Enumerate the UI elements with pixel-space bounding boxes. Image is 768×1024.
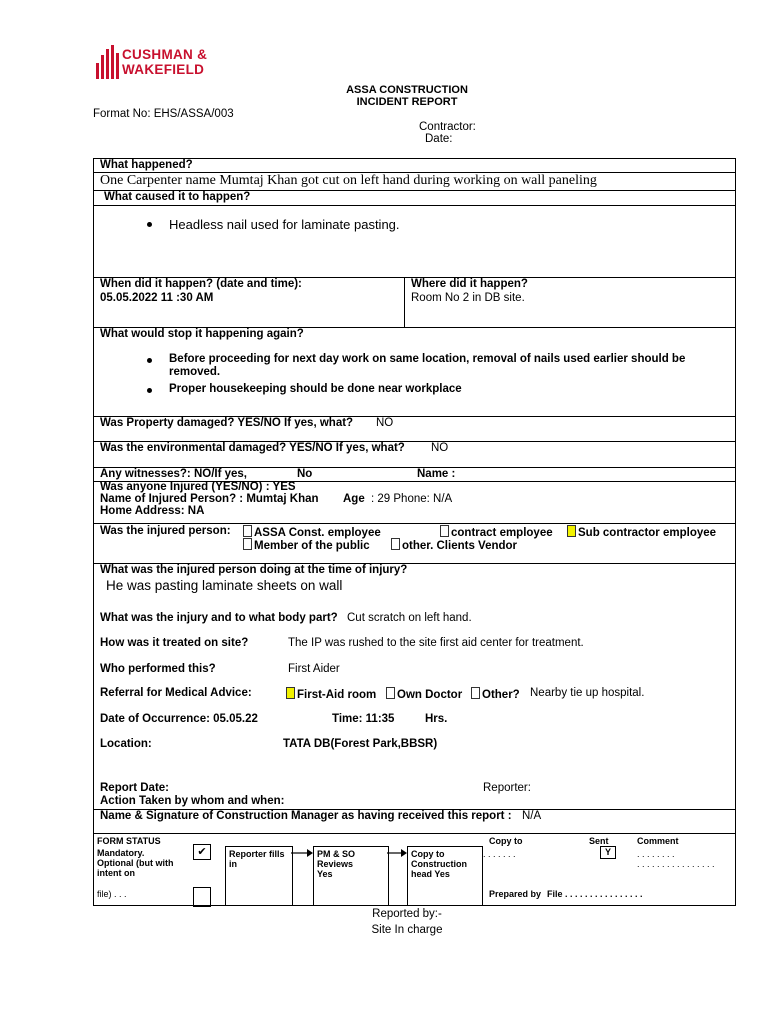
injured-label: Was anyone Injured (YES/NO) : YES bbox=[100, 481, 296, 493]
date-label: Date: bbox=[425, 133, 453, 145]
injured-person-label: Was the injured person: bbox=[100, 525, 231, 537]
check-icon: ✔ bbox=[197, 846, 207, 858]
when-label: When did it happen? (date and time): bbox=[100, 278, 302, 290]
date-occurrence-label: Date of Occurrence: 05.05.22 bbox=[100, 713, 258, 725]
company-logo bbox=[96, 45, 226, 81]
performed-label: Who performed this? bbox=[100, 663, 216, 675]
performed-value: First Aider bbox=[288, 663, 340, 675]
logo-line1: CUSHMAN & bbox=[122, 47, 208, 62]
format-number: Format No: EHS/ASSA/003 bbox=[93, 108, 234, 120]
ref-other-value: Nearby tie up hospital. bbox=[530, 687, 645, 699]
comment-dots-1: . . . . . . . . bbox=[637, 849, 675, 859]
logo-bars-icon bbox=[96, 45, 120, 79]
mandatory-checkbox[interactable] bbox=[193, 844, 211, 860]
property-damaged-label: Was Property damaged? YES/NO If yes, what? bbox=[100, 417, 354, 429]
injury-label: What was the injury and to what body part? bbox=[100, 612, 338, 624]
witness-label: Any witnesses?: NO/If yes, bbox=[100, 468, 247, 480]
location-label: Location: bbox=[100, 738, 152, 750]
pm-so-review-box: PM & SO Reviews Yes bbox=[313, 846, 389, 905]
opt-contract-employee[interactable]: contract employee bbox=[440, 525, 553, 539]
doing-label: What was the injured person doing at the time of injury? bbox=[100, 564, 408, 576]
opt-assa-employee[interactable]: ASSA Const. employee bbox=[243, 525, 381, 539]
checkbox-icon bbox=[243, 538, 252, 550]
stop-label: What would stop it happening again? bbox=[100, 328, 304, 340]
what-happened-label: What happened? bbox=[100, 159, 193, 171]
copy-to-head-box: Copy to Construction head Yes bbox=[407, 846, 483, 905]
report-date-label: Report Date: bbox=[100, 782, 170, 794]
checkbox-icon bbox=[567, 525, 576, 537]
checkbox-icon bbox=[243, 525, 252, 537]
site-in-charge-label: Site In charge bbox=[371, 924, 443, 936]
prepared-by-label: Prepared by bbox=[489, 889, 542, 899]
reported-by-label: Reported by:- bbox=[372, 908, 442, 920]
opt-sub-contractor-employee[interactable]: Sub contractor employee bbox=[567, 525, 716, 539]
home-address-label: Home Address: NA bbox=[100, 505, 205, 517]
what-happened-value: One Carpenter name Mumtaj Khan got cut on left hand during working on wall paneling bbox=[100, 173, 597, 188]
comment-label: Comment bbox=[637, 836, 679, 846]
arrow-right-icon bbox=[291, 848, 313, 858]
checkbox-icon bbox=[286, 687, 295, 699]
file-label: file) . . . bbox=[97, 889, 127, 899]
ref-first-aid-room[interactable]: First-Aid room bbox=[286, 687, 376, 701]
treated-value: The IP was rushed to the site first aid center for treatment. bbox=[288, 637, 584, 649]
stop-item-1: Before proceeding for next day work on same location, removal of nails used earlier should be removed. bbox=[169, 353, 709, 379]
reporter-label: Reporter: bbox=[483, 782, 531, 794]
action-label: Action Taken by whom and when: bbox=[100, 795, 285, 807]
ref-other[interactable]: Other? bbox=[471, 687, 520, 701]
when-value: 05.05.2022 11 :30 AM bbox=[100, 292, 214, 304]
injury-value: Cut scratch on left hand. bbox=[347, 612, 472, 624]
ref-own-doctor[interactable]: Own Doctor bbox=[386, 687, 462, 701]
doing-value: He was pasting laminate sheets on wall bbox=[106, 578, 343, 593]
incident-form bbox=[93, 158, 736, 906]
what-caused-value: Headless nail used for laminate pasting. bbox=[169, 217, 400, 232]
report-title-line2: INCIDENT REPORT bbox=[356, 96, 458, 108]
reporter-fills-box: Reporter fills in bbox=[225, 846, 293, 905]
what-caused-label: What caused it to happen? bbox=[104, 191, 251, 203]
checkbox-icon bbox=[471, 687, 480, 699]
property-damaged-value: NO bbox=[376, 417, 394, 429]
age-value: : 29 Phone: N/A bbox=[371, 493, 453, 505]
injured-name-label: Name of Injured Person? : Mumtaj Khan bbox=[100, 493, 319, 505]
arrow-right-icon bbox=[387, 848, 407, 858]
copy-to-dots: . . . . . . . bbox=[483, 849, 516, 859]
location-value: TATA DB(Forest Park,BBSR) bbox=[283, 738, 438, 750]
signature-label: Name & Signature of Construction Manager as having received this report : bbox=[100, 810, 512, 822]
logo-line2: WAKEFIELD bbox=[122, 62, 205, 77]
report-title-line1: ASSA CONSTRUCTION bbox=[346, 84, 468, 96]
contractor-label: Contractor: bbox=[419, 121, 476, 133]
stop-item-2: Proper housekeeping should be done near workplace bbox=[169, 383, 462, 395]
time-label: Time: 11:35 bbox=[332, 713, 395, 725]
environment-damaged-value: NO bbox=[431, 442, 449, 454]
sent-label: Sent bbox=[589, 836, 609, 846]
mandatory-label: Mandatory. bbox=[97, 848, 145, 858]
witness-value: No bbox=[297, 468, 313, 480]
opt-other[interactable]: other. Clients Vendor bbox=[391, 538, 517, 552]
hrs-label: Hrs. bbox=[425, 713, 448, 725]
where-label: Where did it happen? bbox=[411, 278, 528, 290]
treated-label: How was it treated on site? bbox=[100, 637, 249, 649]
opt-member-public[interactable]: Member of the public bbox=[243, 538, 370, 552]
optional-checkbox[interactable] bbox=[193, 887, 211, 907]
checkbox-icon bbox=[386, 687, 395, 699]
environment-damaged-label: Was the environmental damaged? YES/NO If yes, what? bbox=[100, 442, 405, 454]
sent-box[interactable]: Y bbox=[600, 846, 616, 859]
where-value: Room No 2 in DB site. bbox=[411, 292, 525, 304]
optional-label: Optional (but with intent on bbox=[97, 858, 174, 878]
checkbox-icon bbox=[440, 525, 449, 537]
comment-dots-2: . . . . . . . . . . . . . . . . bbox=[637, 859, 715, 869]
age-label: Age bbox=[343, 493, 365, 505]
copy-to-label: Copy to bbox=[489, 836, 523, 846]
checkbox-icon bbox=[391, 538, 400, 550]
prepared-file-label: File . . . . . . . . . . . . . . . . bbox=[547, 889, 643, 899]
form-status-label: FORM STATUS bbox=[97, 836, 161, 846]
signature-value: N/A bbox=[522, 810, 542, 822]
witness-name-label: Name : bbox=[417, 468, 456, 480]
referral-label: Referral for Medical Advice: bbox=[100, 687, 252, 699]
